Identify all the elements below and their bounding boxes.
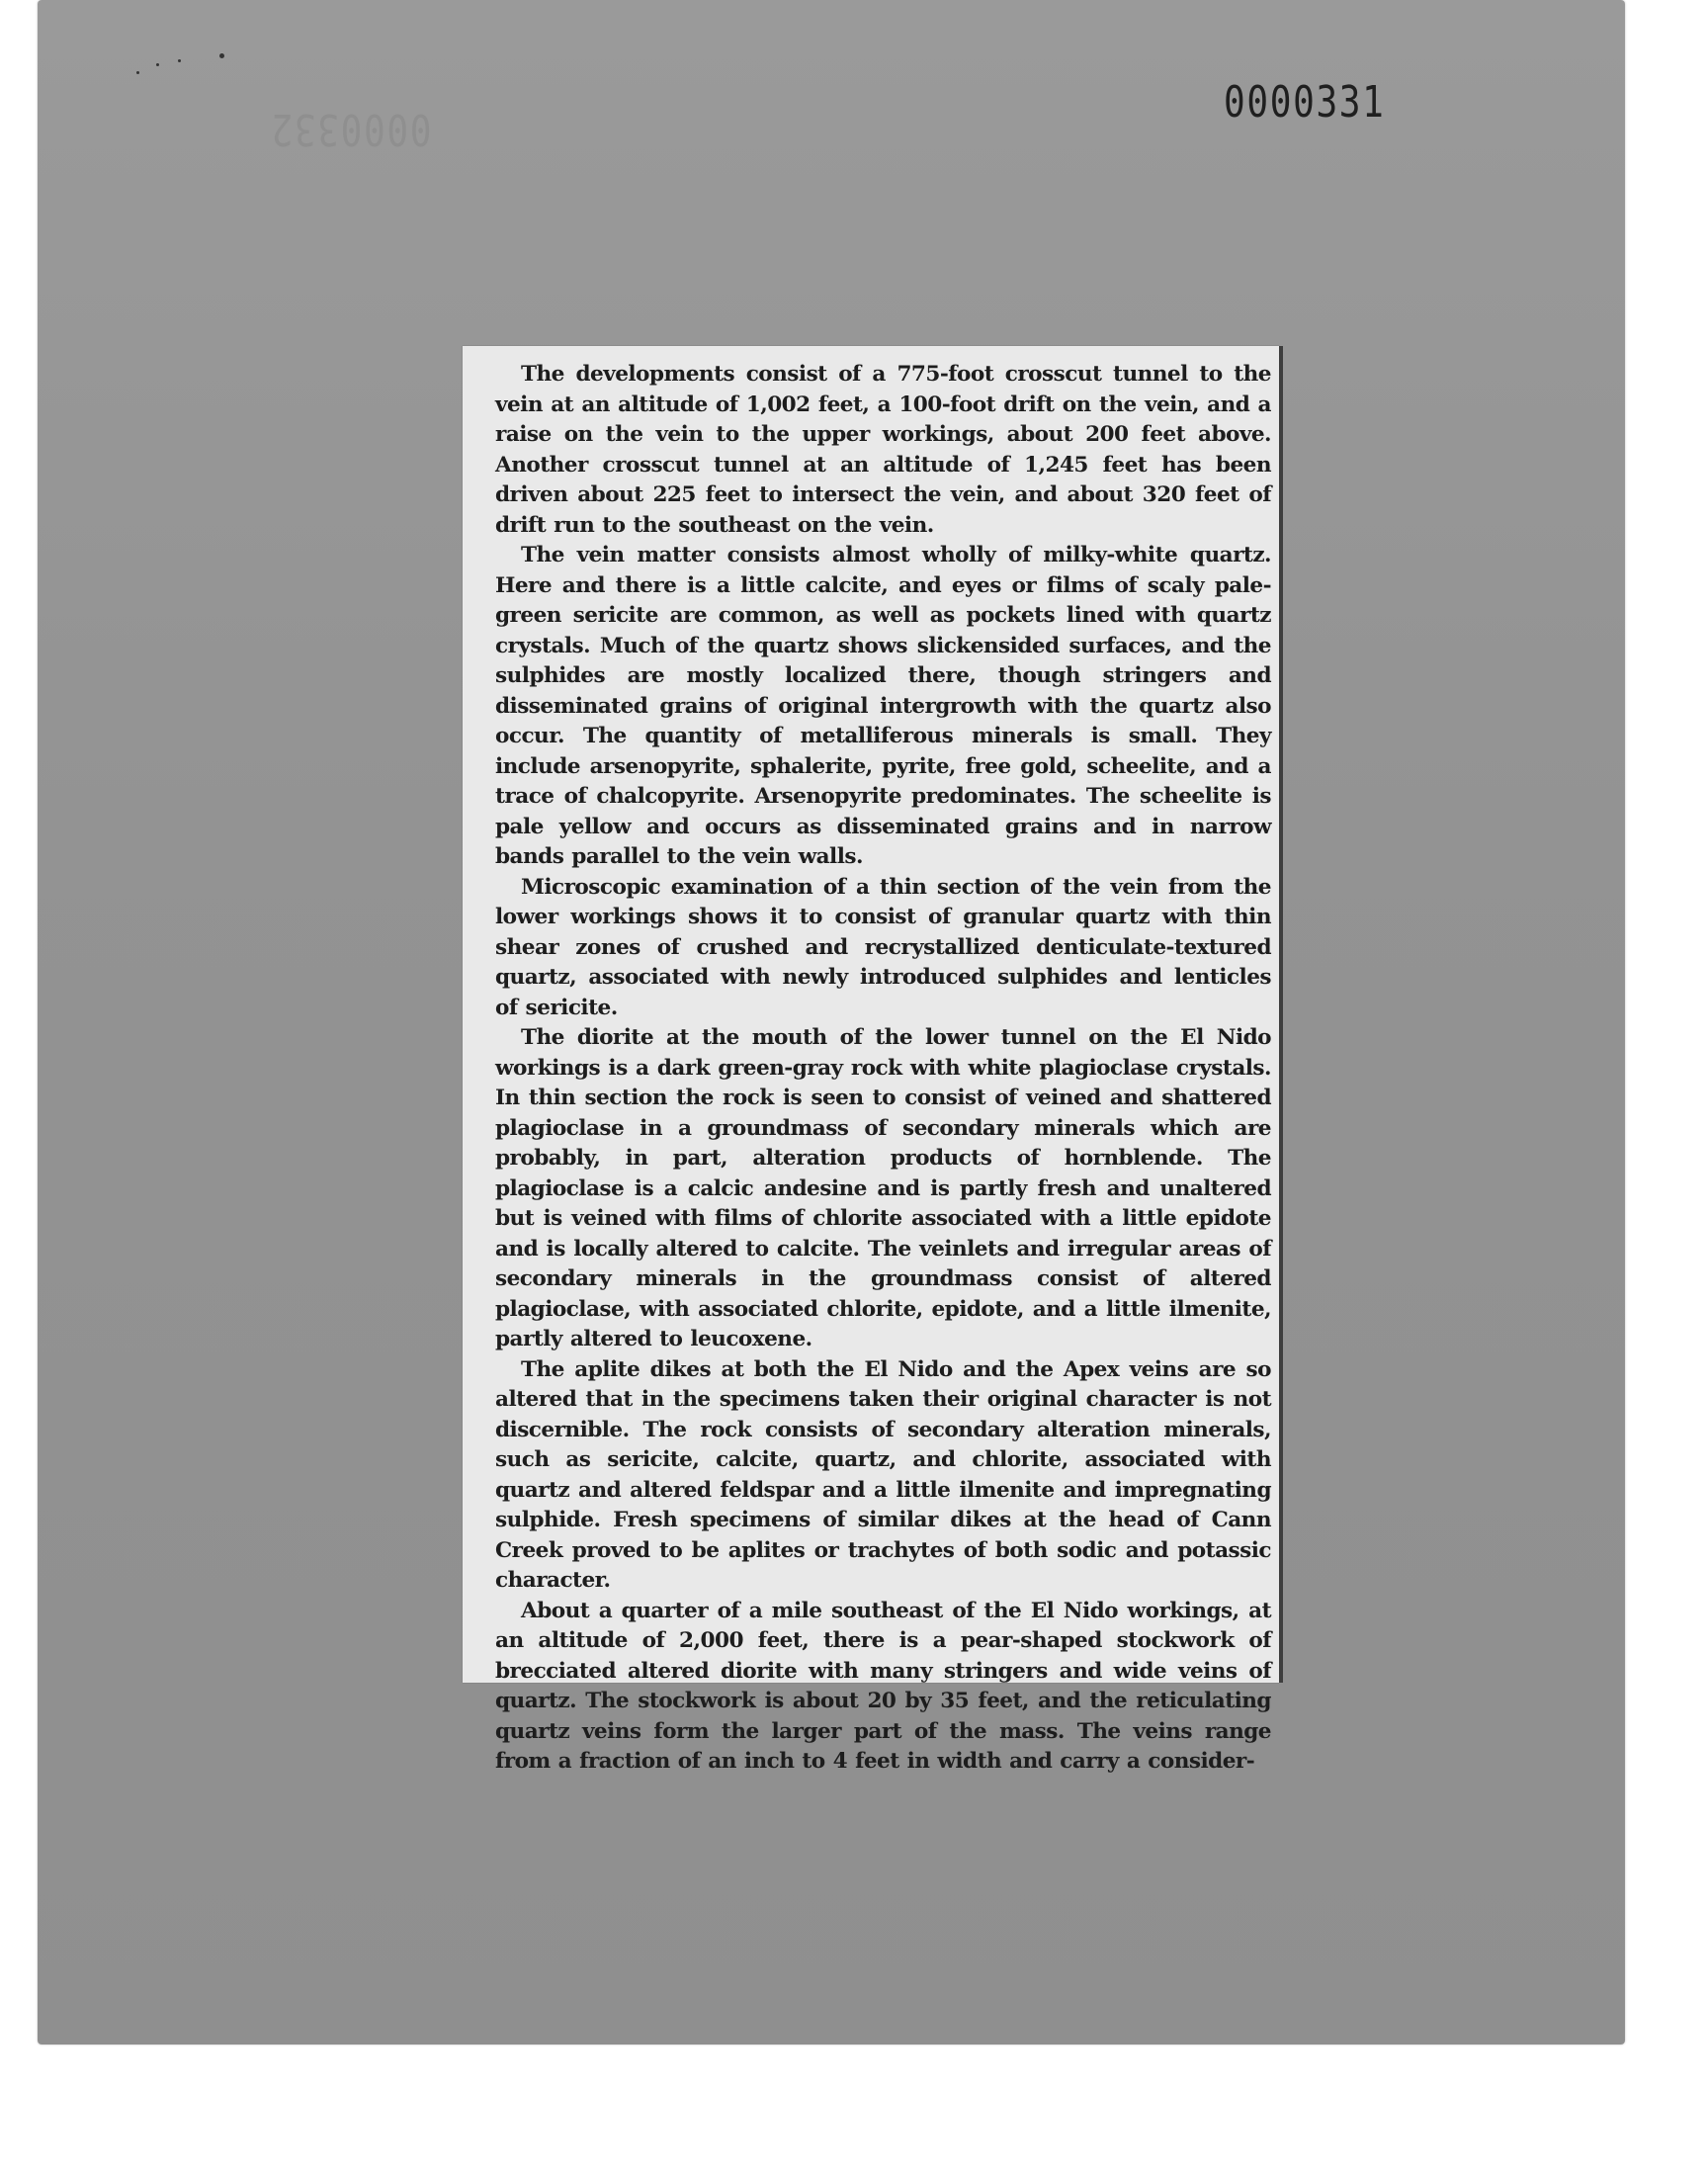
- paragraph-developments: The developments consist of a 775-foot crosscut tunnel to the vein at an altitude of 1,002 feet, a 100-foot drift on the vein, and a raise on the vein to the upper workings, about 200 feet above. Another crosscut tunnel at an altitude of 1,245 feet has been driven about 225 feet to intersect the vein, and about 320 feet of drift run to the southeast on the vein.: [495, 362, 1271, 538]
- dust-speck: [136, 71, 139, 74]
- paragraph-microscopic-examination: Microscopic examination of a thin section of the vein from the lower workings shows it to consist of granular quartz with thin shear zones of crushed and recrystallized denticulate-textured quartz, associated with newly introduced sulphides and lenticles of sericite.: [495, 874, 1271, 1020]
- document-number-stamp: 0000331: [1224, 77, 1386, 128]
- dust-speck: [219, 53, 224, 58]
- paragraph-vein-matter: The vein matter consists almost wholly of milky-white quartz. Here and there is a little calcite, and eyes or films of scaly pale-green sericite are common, as well as pockets lined with quartz crystals. Much of the quartz shows slickensided surfaces, and the sulphides are mostly localized there, though stringers and disseminated grains of original intergrowth with the quartz also occur. The quantity of metalliferous minerals is small. They include arsenopyrite, sphalerite, pyrite, free gold, scheelite, and a trace of chalcopyrite. Arsenopyrite predominates. The scheelite is pale yellow and occurs as disseminated grains and in narrow bands parallel to the vein walls.: [495, 543, 1271, 869]
- text-clipping: [463, 346, 1279, 1774]
- paragraph-stockwork: About a quarter of a mile southeast of the El Nido workings, at an altitude of 2,000 feet, there is a pear-shaped stockwork of brecciated altered diorite with many stringers and wide veins of quartz. The stockwork is about 20 by 35 feet, and the reticulating quartz veins form the larger part of the mass. The veins range from a fraction of an inch to 4 feet in width and carry a consider-: [495, 1598, 1271, 1774]
- dust-specks: [136, 51, 235, 91]
- dust-speck: [156, 63, 159, 66]
- faint-bleedthrough-stamp: 0000332: [269, 104, 432, 154]
- dust-speck: [178, 59, 181, 62]
- paragraph-aplite-dikes: The aplite dikes at both the El Nido and the Apex veins are so altered that in the specimens taken their original character is not discernible. The rock consists of secondary alteration minerals, such as sericite, calcite, quartz, and chlorite, associated with quartz and altered feldspar and a little ilmenite and impregnating sulphide. Fresh specimens of similar dikes at the head of Cann Creek proved to be aplites or trachytes of both sodic and potassic character.: [495, 1356, 1271, 1593]
- paragraph-diorite: The diorite at the mouth of the lower tunnel on the El Nido workings is a dark green-gray rock with white plagioclase crystals. In thin section the rock is seen to consist of veined and shattered plagioclase in a groundmass of secondary minerals which are probably, in part, alteration products of hornblende. The plagioclase is a calcic andesine and is partly fresh and unaltered but is veined with films of chlorite associated with a little epidote and is locally altered to calcite. The veinlets and irregular areas of secondary minerals in the groundmass consist of altered plagioclase, with associated chlorite, epidote, and a little ilmenite, partly altered to leucoxene.: [495, 1025, 1271, 1351]
